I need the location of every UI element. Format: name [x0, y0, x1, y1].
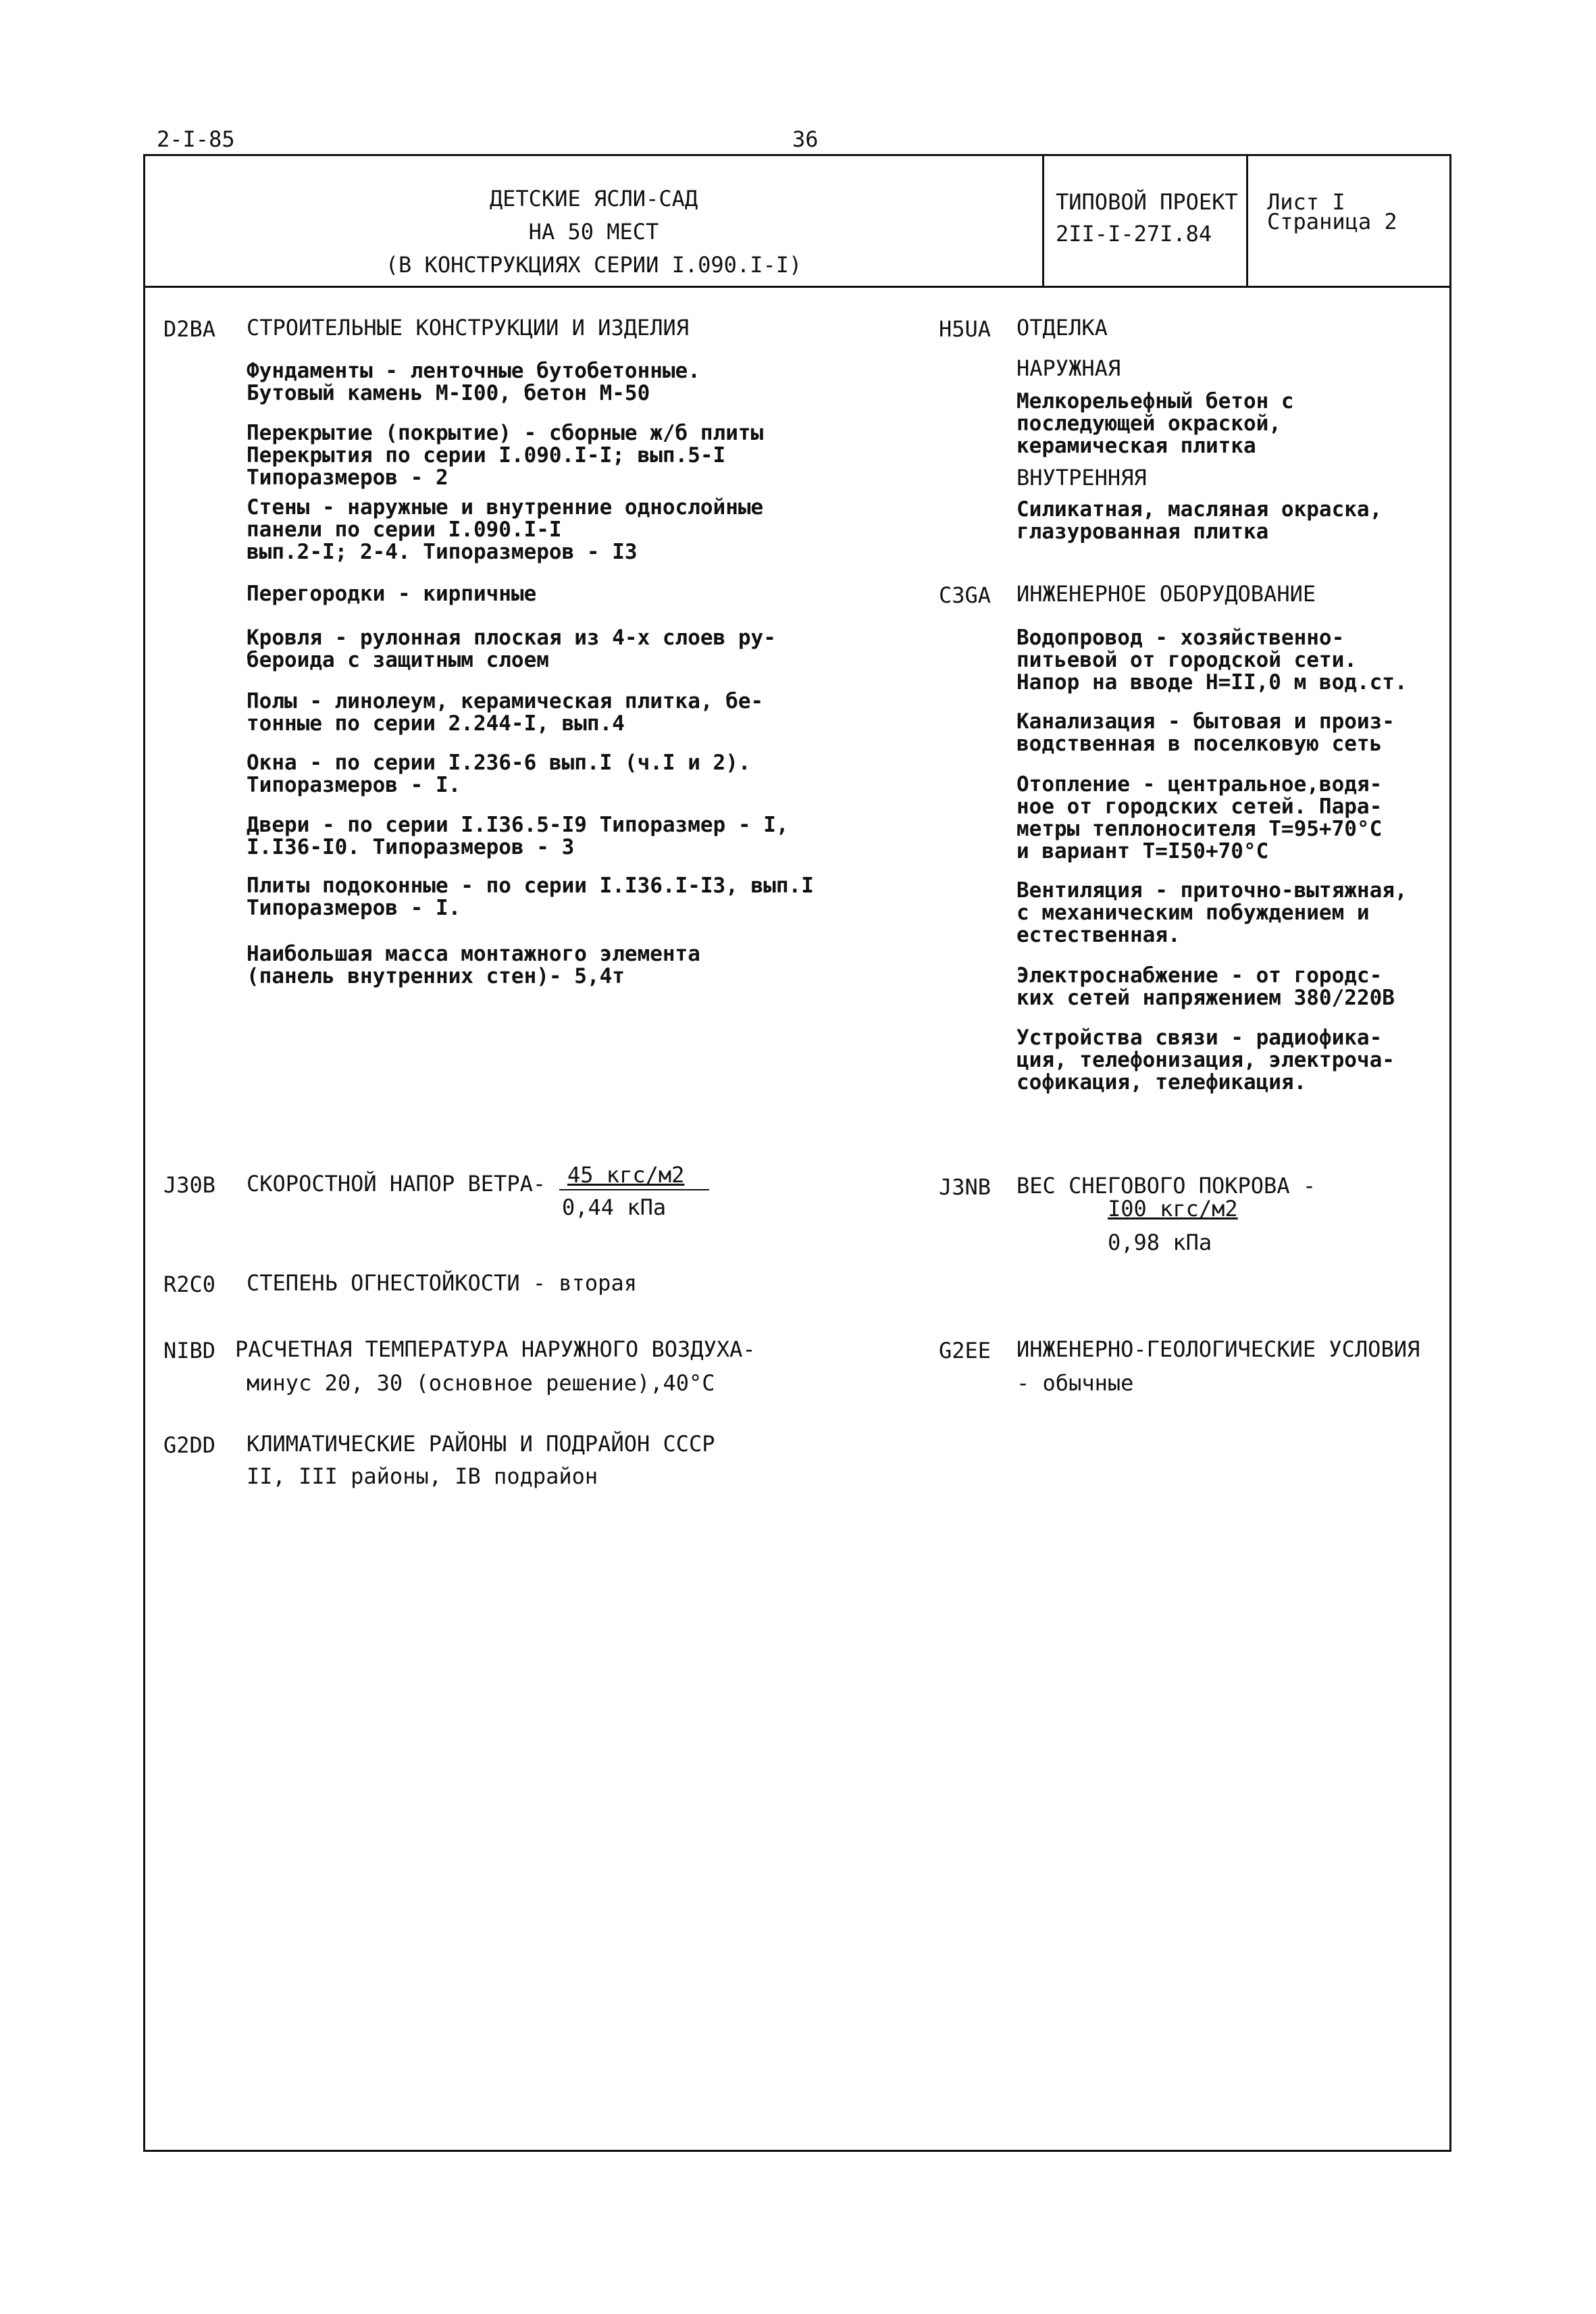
- finishing-inner-label: ВНУТРЕННЯЯ: [1016, 465, 1147, 491]
- title-vline-2: [1246, 154, 1248, 287]
- wind-value-kpa: 0,44 кПа: [562, 1194, 667, 1220]
- finishing-outer-label: НАРУЖНАЯ: [1016, 355, 1121, 381]
- wind-value-kgs: 45 кгс/м2: [567, 1162, 685, 1188]
- wind-label: СКОРОСТНОЙ НАПОР ВЕТРА-: [247, 1171, 546, 1197]
- wind-fraction-line: [559, 1189, 709, 1190]
- snow-value-kpa: 0,98 кПа: [1108, 1230, 1212, 1255]
- constructions-item-roof: Кровля - рулонная плоская из 4-х слоев ру- бероида с защитным слоем: [247, 626, 776, 672]
- constructions-code: D2BA: [163, 316, 216, 342]
- engineering-item-power: Электроснабжение - от городс- ких сетей напряжением 380/220В: [1016, 963, 1395, 1010]
- title-line-1: ДЕТСКИЕ ЯСЛИ-САД: [489, 186, 698, 211]
- page-label: Страница 2: [1267, 209, 1397, 234]
- temperature-line-2: минус 20, 30 (основное решение),40°С: [247, 1370, 715, 1396]
- climate-line-1: КЛИМАТИЧЕСКИЕ РАЙОНЫ И ПОДРАЙОН СССР: [247, 1431, 715, 1457]
- constructions-item-foundations: Фундаменты - ленточные бутобетонные. Бутовый камень М-I00, бетон М-50: [247, 359, 700, 405]
- engineering-code: C3GA: [939, 582, 992, 608]
- finishing-code: H5UA: [939, 316, 992, 342]
- engineering-item-sewerage: Канализация - бытовая и произ- водственная в поселковую сеть: [1016, 709, 1395, 756]
- constructions-item-windows: Окна - по серии I.236-6 вып.I (ч.I и 2). Типоразмеров - I.: [247, 751, 751, 797]
- constructions-item-floor-finish: Полы - линолеум, керамическая плитка, бе- тонные по серии 2.244-I, вып.4: [247, 689, 764, 736]
- geology-code: G2EE: [939, 1338, 992, 1363]
- constructions-item-sills: Плиты подоконные - по серии I.I36.I-I3, вып.I Типоразмеров - I.: [247, 874, 814, 920]
- engineering-item-communications: Устройства связи - радиофика- ция, телефонизация, электроча- софикация, телефикация.: [1016, 1026, 1395, 1095]
- engineering-item-ventilation: Вентиляция - приточно-вытяжная, с механическим побуждением и естественная.: [1016, 878, 1408, 947]
- snow-code: J3NB: [939, 1174, 992, 1200]
- constructions-item-max-mass: Наибольшая масса монтажного элемента (панель внутренних стен)- 5,4т: [247, 942, 700, 988]
- title-line-2: НА 50 МЕСТ: [528, 219, 659, 245]
- title-vline-1: [1042, 154, 1044, 287]
- geology-line-2: - обычные: [1016, 1370, 1134, 1396]
- temperature-line-1: РАСЧЕТНАЯ ТЕМПЕРАТУРА НАРУЖНОГО ВОЗДУХА-: [235, 1336, 756, 1362]
- project-number: 2II-I-27I.84: [1056, 221, 1212, 247]
- page-number: 36: [792, 126, 819, 152]
- geology-line-1: ИНЖЕНЕРНО-ГЕОЛОГИЧЕСКИЕ УСЛОВИЯ: [1016, 1336, 1420, 1362]
- title-line-3: (В КОНСТРУКЦИЯХ СЕРИИ I.090.I-I): [385, 252, 802, 278]
- snow-value-kgs: I00 кгс/м2: [1108, 1196, 1238, 1222]
- fire-text: СТЕПЕНЬ ОГНЕСТОЙКОСТИ - вторая: [247, 1270, 637, 1296]
- climate-line-2: II, III районы, IВ подрайон: [247, 1463, 598, 1489]
- engineering-item-water: Водопровод - хозяйственно- питьевой от городской сети. Напор на вводе Н=II,0 м вод.ст.: [1016, 626, 1408, 695]
- constructions-item-walls: Стены - наружные и внутренние однослойные панели по серии I.090.I-I вып.2-I; 2-4. Типоразмеров - I3: [247, 495, 764, 564]
- project-label: ТИПОВОЙ ПРОЕКТ: [1056, 189, 1238, 215]
- constructions-item-partitions: Перегородки - кирпичные: [247, 582, 537, 606]
- frame-right: [1449, 154, 1451, 2152]
- constructions-item-doors: Двери - по серии I.I36.5-I9 Типоразмер - I, I.I36-I0. Типоразмеров - 3: [247, 813, 789, 859]
- constructions-item-floors-slabs: Перекрытие (покрытие) - сборные ж/б плиты Перекрытия по серии I.090.I-I; вып.5-I Типоразмеров - 2: [247, 421, 764, 490]
- document-code: 2-I-85: [157, 126, 235, 152]
- wind-code: J30B: [163, 1172, 216, 1198]
- climate-code: G2DD: [163, 1432, 216, 1458]
- snow-label: ВЕС СНЕГОВОГО ПОКРОВА -: [1016, 1173, 1316, 1199]
- finishing-outer-text: Мелкорельефный бетон с последующей окраской, керамическая плитка: [1016, 389, 1294, 458]
- engineering-item-heating: Отопление - центральное,водя- ное от городских сетей. Пара- метры теплоносителя Т=95+70°С и вариант Т=I50+70°С: [1016, 772, 1383, 863]
- finishing-heading: ОТДЕЛКА: [1016, 315, 1108, 341]
- temperature-code: NIBD: [163, 1338, 216, 1363]
- title-divider: [143, 286, 1451, 288]
- frame-left: [143, 154, 145, 2152]
- constructions-heading: СТРОИТЕЛЬНЫЕ КОНСТРУКЦИИ И ИЗДЕЛИЯ: [247, 315, 690, 341]
- sheet-label: Лист I: [1267, 189, 1345, 215]
- fire-code: R2C0: [163, 1272, 216, 1297]
- finishing-inner-text: Силикатная, масляная окраска, глазурованная плитка: [1016, 497, 1383, 544]
- frame-top: [143, 154, 1451, 156]
- engineering-heading: ИНЖЕНЕРНОЕ ОБОРУДОВАНИЕ: [1016, 581, 1316, 607]
- frame-bottom: [143, 2150, 1451, 2152]
